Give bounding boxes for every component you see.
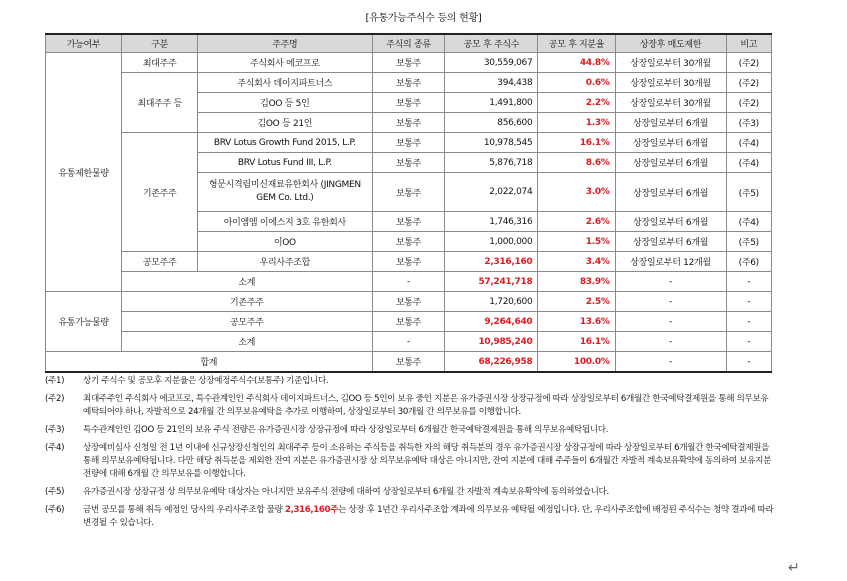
table-row: [46, 312, 772, 332]
footnote-label: (주3): [45, 425, 65, 435]
share-count: 68,226,958: [445, 352, 538, 373]
footnote-text: 상기 주식수 및 공모후 지분율은 상장예정주식수(보통주) 기준입니다.: [83, 376, 329, 386]
remark: (주2): [726, 73, 772, 93]
share-type: 보통주: [372, 173, 445, 212]
header-share-type: 주식의 종류: [372, 34, 445, 53]
shareholder-name: 아이엠엠 이에스지 3호 유한회사: [198, 212, 372, 232]
remark: (주3): [726, 113, 772, 133]
sale-restriction: -: [615, 312, 726, 332]
group-restricted: 유통제한물량: [46, 53, 122, 292]
share-ratio: 13.6%: [538, 312, 615, 332]
footnote-text: 상장예비심사 신청일 전 1년 이내에 신규상장신청인의 최대주주 등이 소유하는 주식등을 취득한 자의 해당 취득분의 경우 유가증권시장 상장규정에 따라 상장일로부터 6개월간 한국예탁결제원을 통해 의무보유예탁됩니다. 다만 해당 취득분을 제외한 잔여 지분은 유가증권시장 상 의무보유예탁 대상은 아니지만, 잔여 지분에 대해 주주들이 6개월간 자발적 계속보유확약에 동의하여 보유지분 전량에 대해 6개월 간 의무보유를 이행합니다.: [83, 443, 772, 479]
share-type: 보통주: [372, 113, 445, 133]
share-count: 1,746,316: [445, 212, 538, 232]
share-type: 보통주: [372, 53, 445, 73]
sale-restriction: 상장일로부터 30개월: [615, 53, 726, 73]
category-largest: 최대주주: [122, 53, 198, 73]
shareholder-name: BRV Lotus Growth Fund 2015, L.P.: [198, 133, 372, 153]
header-availability: 가능여부: [46, 34, 122, 53]
share-count: 1,720,600: [445, 292, 538, 312]
shareholder-name: 주식회사 데이지파트너스: [198, 73, 372, 93]
share-type: 보통주: [372, 312, 445, 332]
share-type: 보통주: [372, 153, 445, 173]
shareholder-name: 김OO 등 21인: [198, 113, 372, 133]
remark: (주4): [726, 153, 772, 173]
shareholder-name: 형문시격림미신재료유한회사 (JINGMEN GEM Co. Ltd.): [198, 173, 372, 212]
share-ratio: 2.5%: [538, 292, 615, 312]
share-ratio: 2.2%: [538, 93, 615, 113]
sale-restriction: -: [615, 332, 726, 352]
footnote-label: (주4): [45, 443, 65, 453]
footnote-text-after: 는 상장 후 1년간 우리사주조합 계좌에 의무보유 예탁될 예정입니다. 단, 우리사주조합에 배정된 주식수는 청약 결과에 따라 변경될 수 있습니다.: [83, 505, 774, 528]
remark: (주4): [726, 133, 772, 153]
share-count: 2,316,160: [445, 252, 538, 272]
share-ratio: 16.1%: [538, 133, 615, 153]
total-label: 합계: [46, 352, 373, 373]
shareholder-name: 이OO: [198, 232, 372, 252]
header-remarks: 비고: [726, 34, 772, 53]
footnote-label: (주6): [45, 505, 65, 515]
share-ratio: 3.4%: [538, 252, 615, 272]
subtotal-row: [46, 332, 772, 352]
share-count: 394,438: [445, 73, 538, 93]
footnote-text-before: 금번 공모를 통해 취득 예정인 당사의 우리사주조합 물량: [83, 505, 285, 515]
footnote: [45, 424, 775, 437]
remark: (주5): [726, 232, 772, 252]
table-title: [유통가능주식수 등의 현황]: [365, 13, 482, 24]
remark: -: [726, 272, 772, 292]
shareholder-name: 주식회사 에코프로: [198, 53, 372, 73]
share-ratio: 2.6%: [538, 212, 615, 232]
share-type: 보통주: [372, 232, 445, 252]
footnote-highlight: 2,316,160주: [284, 505, 339, 515]
shareholder-name: 김OO 등 5인: [198, 93, 372, 113]
share-ratio: 100.0%: [538, 352, 615, 373]
share-count: 10,985,240: [445, 332, 538, 352]
share-count: 57,241,718: [445, 272, 538, 292]
sale-restriction: 상장일로부터 12개월: [615, 252, 726, 272]
share-count: 5,876,718: [445, 153, 538, 173]
share-type: 보통주: [372, 133, 445, 153]
share-count: 1,000,000: [445, 232, 538, 252]
table-row: [46, 252, 772, 272]
remark: -: [726, 352, 772, 373]
footnote-text: [83, 504, 775, 530]
remark: -: [726, 312, 772, 332]
category-existing: 기존주주: [122, 133, 198, 252]
share-ratio: 16.1%: [538, 332, 615, 352]
footnotes: [45, 375, 775, 535]
share-type: 보통주: [372, 252, 445, 272]
remark: (주6): [726, 252, 772, 272]
table-row: [46, 73, 772, 93]
header-ratio: 공모 후 지분율: [538, 34, 615, 53]
footnote-text: 특수관계인인 김OO 등 21인의 보유 주식 전량은 유가증권시장 상장규정에 따라 상장일로부터 6개월간 한국예탁결제원을 통해 의무보유예탁됩니다.: [83, 425, 609, 435]
share-type: -: [372, 272, 445, 292]
sale-restriction: -: [615, 272, 726, 292]
remark: (주2): [726, 93, 772, 113]
share-count: 856,600: [445, 113, 538, 133]
shareholder-name: BRV Lotus Fund III, L.P.: [198, 153, 372, 173]
header-shareholder: 주주명: [198, 34, 372, 53]
footnote-label: (주5): [45, 487, 65, 497]
share-type: 보통주: [372, 212, 445, 232]
remark: -: [726, 292, 772, 312]
tradable-shares-table: [45, 33, 772, 373]
sale-restriction: -: [615, 292, 726, 312]
footnote-label: (주1): [45, 376, 65, 386]
share-ratio: 44.8%: [538, 53, 615, 73]
share-count: 9,264,640: [445, 312, 538, 332]
paragraph-return-icon: ↵: [788, 560, 800, 576]
table-row: [46, 133, 772, 153]
shareholder-name: 우리사주조합: [198, 252, 372, 272]
footnote: [45, 375, 775, 388]
footnote: [45, 393, 775, 419]
share-ratio: 1.5%: [538, 232, 615, 252]
remark: -: [726, 332, 772, 352]
category-existing: 기존주주: [122, 292, 372, 312]
share-ratio: 83.9%: [538, 272, 615, 292]
remark: (주4): [726, 212, 772, 232]
sale-restriction: 상장일로부터 6개월: [615, 212, 726, 232]
remark: (주5): [726, 173, 772, 212]
header-restriction: 상장후 매도제한: [615, 34, 726, 53]
category-offering: 공모주주: [122, 252, 198, 272]
sale-restriction: 상장일로부터 30개월: [615, 73, 726, 93]
sale-restriction: 상장일로부터 30개월: [615, 93, 726, 113]
share-type: 보통주: [372, 292, 445, 312]
share-ratio: 3.0%: [538, 173, 615, 212]
footnote-text: 최대주주인 주식회사 에코프로, 특수관계인인 주식회사 데이지파트너스, 김OO 등 5인이 보유 중인 지분은 유가증권시장 상장규정에 따라 상장일로부터 6개월간 한국예탁결제원을 통해 의무보유예탁되어야 하나, 자발적으로 24개월 간 의무보유예탁을 추가로 이행하여, 상장일로부터 30개월 간 의무보유를 이행합니다.: [83, 394, 769, 417]
footnote: [45, 486, 775, 499]
sale-restriction: 상장일로부터 6개월: [615, 133, 726, 153]
sale-restriction: 상장일로부터 6개월: [615, 153, 726, 173]
share-type: -: [372, 332, 445, 352]
sale-restriction: 상장일로부터 6개월: [615, 173, 726, 212]
table-row: [46, 53, 772, 73]
header-row: [46, 34, 772, 53]
share-type: 보통주: [372, 73, 445, 93]
sale-restriction: 상장일로부터 6개월: [615, 232, 726, 252]
subtotal-label: 소계: [122, 272, 372, 292]
subtotal-row: [46, 272, 772, 292]
footnote-label: (주2): [45, 394, 65, 404]
header-shares: 공모 후 주식수: [445, 34, 538, 53]
remark: (주2): [726, 53, 772, 73]
share-count: 1,491,800: [445, 93, 538, 113]
share-ratio: 8.6%: [538, 153, 615, 173]
sale-restriction: -: [615, 352, 726, 373]
table-row: [46, 292, 772, 312]
share-type: 보통주: [372, 93, 445, 113]
share-count: 10,978,545: [445, 133, 538, 153]
group-tradable: 유통가능물량: [46, 292, 122, 352]
category-largest-etc: 최대주주 등: [122, 73, 198, 133]
share-ratio: 1.3%: [538, 113, 615, 133]
footnote: [45, 442, 775, 481]
share-count: 30,559,067: [445, 53, 538, 73]
category-offering: 공모주주: [122, 312, 372, 332]
footnote: [45, 504, 775, 530]
footnote-text: 유가증권시장 상장규정 상 의무보유예탁 대상자는 아니지만 보유주식 전량에 대하여 상장일로부터 6개월 간 자발적 계속보유확약에 동의하였습니다.: [83, 487, 609, 497]
share-ratio: 0.6%: [538, 73, 615, 93]
share-count: 2,022,074: [445, 173, 538, 212]
header-category: 구분: [122, 34, 198, 53]
sale-restriction: 상장일로부터 6개월: [615, 113, 726, 133]
share-type: 보통주: [372, 352, 445, 373]
total-row: [46, 352, 772, 373]
subtotal-label: 소계: [122, 332, 372, 352]
